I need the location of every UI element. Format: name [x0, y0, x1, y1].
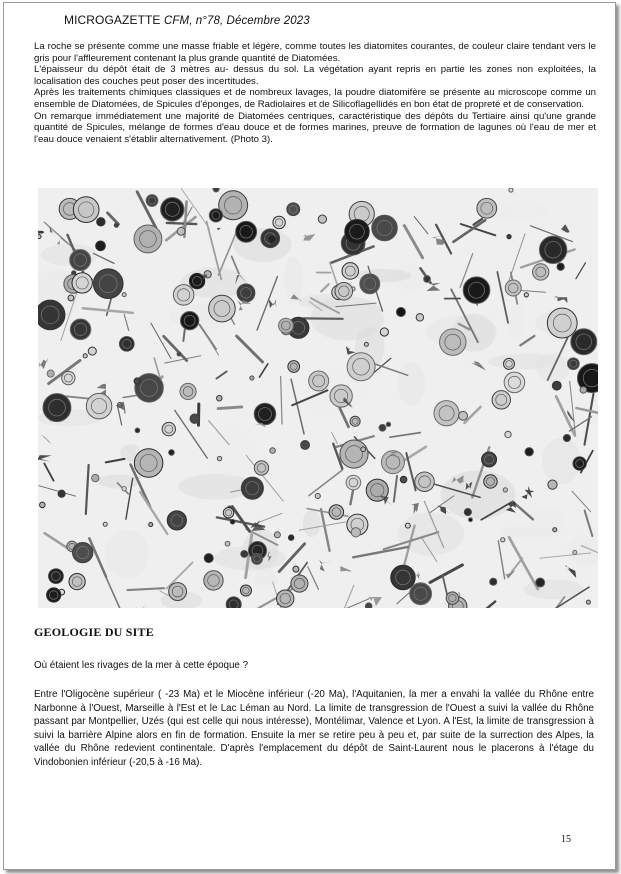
section-paragraph: Entre l'Oligocène supérieur ( -23 Ma) et le Miocène inférieur (-20 Ma), l'Aquitanien, la mer a envahi la vallée du Rhône entre Narbonne à l'Ouest, Marseille à l'Est et le Lac Léman au Nord. La limite de transgression de l'Ouest a suivi la vallée du Rhône passant par Montpellier, Uzés (qui est celle qui nous intéresse), Montélimar, Valence et Lyon. A l'Est, la limite de transgression à suivi la barrière Alpine alors en fin de formation. Ensuite la mer se retire peu à peu et, par suite de la surrection des Alpes, la vallée du Rhône redevient continentale. D'après l'emplacement du dépôt de Saint-Laurent nous le placerons à l'étage du Vindobonien inférieur (-20,5 à -16 Ma).	[34, 689, 594, 768]
issue-info: CFM, n°78, Décembre 2023	[163, 15, 310, 27]
section-question: Où étaient les rivages de la mer à cette époque ?	[34, 660, 249, 671]
paragraph: Après les traitements chimiques classiques et de nombreux lavages, la poudre diatomifère se présente au microscope comme un ensemble de Diatomées, de Spicules d'éponges, de Radiolaires et de Silicoflagellidés en bon état de propreté et de conservation.	[34, 87, 596, 110]
paragraph: L'épaisseur du dépôt était de 3 mètres au- dessus du sol. La végétation ayant repris en partie les zones non exploitées, la localisation des couches peut poser des incertitudes.	[34, 64, 596, 87]
intro-text	[34, 41, 596, 145]
page-number: 15	[561, 834, 571, 845]
diatom-micrograph-image	[38, 188, 598, 608]
microscope-photo	[38, 188, 598, 608]
paragraph: La roche se présente comme une masse friable et légère, comme toutes les diatomites courantes, de couleur claire tendant vers le gris pour l'affleurement contenant la plus grande quantité de Diatomées.	[34, 41, 596, 64]
magazine-title: MICROGAZETTE	[64, 13, 161, 27]
document-page	[3, 2, 616, 870]
section-title: GEOLOGIE DU SITE	[34, 625, 154, 639]
page-header	[64, 13, 310, 27]
paragraph: On remarque immédiatement une majorité de Diatomées centriques, caractéristique des dépôts du Tertiaire ainsi qu'une grande quantité de Spicules, mélange de formes d'eau douce et de formes marines, preuve de formation de lagunes où l'eau de mer et l'eau douce venaient s'établir alternativement. (Photo 3).	[34, 110, 596, 145]
